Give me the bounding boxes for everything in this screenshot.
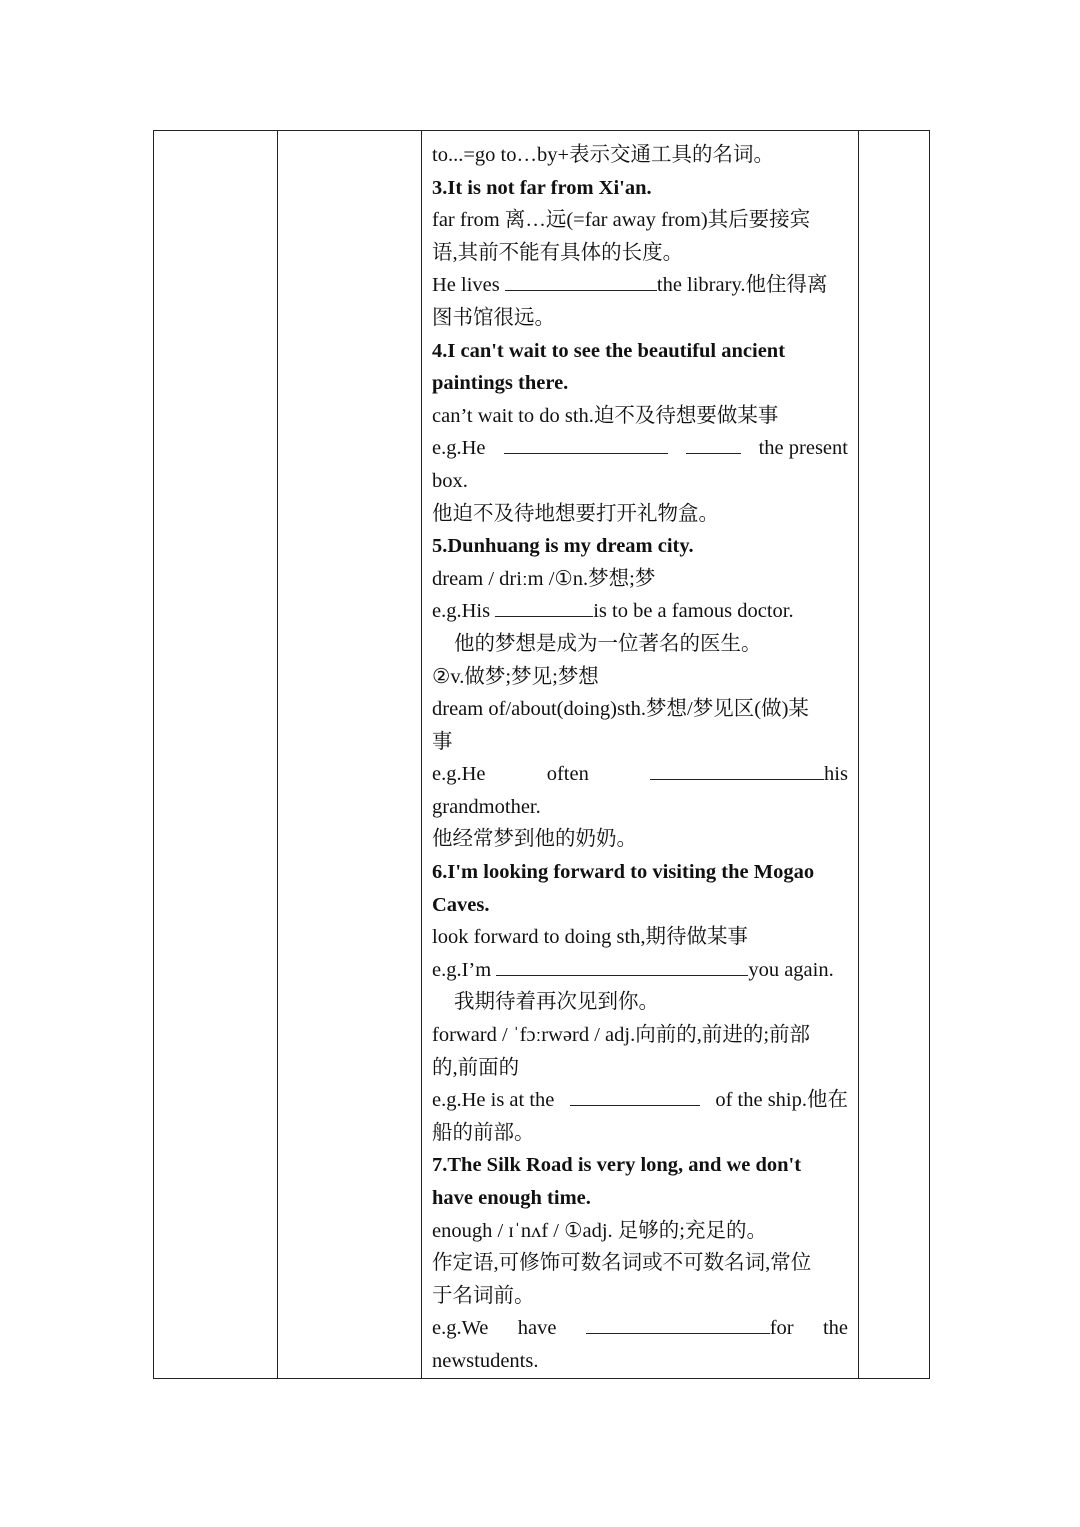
text-line: 船的前部。 (432, 1121, 535, 1144)
text-line: ②v.做梦;梦见;梦想 (432, 665, 599, 688)
answer-blank[interactable] (495, 595, 593, 617)
text-span: 4.I can't wait to see the beautiful ancient (432, 339, 786, 362)
answer-blank[interactable] (570, 1084, 700, 1106)
table-cell-content (422, 131, 859, 1379)
text-span: 7.The Silk Road is very long, and we don't (432, 1154, 802, 1177)
text-span: e.g.His (432, 600, 496, 623)
text-line: 他经常梦到他的奶奶。 (432, 828, 637, 851)
text-line (432, 1019, 848, 1052)
text-span: e.g.He (432, 763, 486, 786)
text-span: have (517, 1317, 557, 1340)
text-line (432, 204, 848, 237)
text-line: box. (432, 469, 468, 492)
exercise-line (432, 758, 848, 791)
text-span: for (769, 1317, 794, 1340)
text-line (432, 693, 848, 726)
text-line: newstudents. (432, 1349, 539, 1372)
text-span: his (824, 763, 848, 786)
text-span: e.g.I’m (432, 958, 497, 981)
text-span: He lives (432, 274, 505, 297)
text-line: grandmother. (432, 795, 541, 818)
text-line: can’t wait to do sth.迫不及待想要做某事 (432, 404, 779, 427)
text-span: forward / ˈfɔːrwərd / adj.向前的,前进的;前部 (432, 1024, 811, 1047)
text-span: the (822, 1317, 848, 1340)
exercise-line (432, 269, 848, 302)
exercise-line (432, 1084, 848, 1117)
table-cell-col2 (278, 131, 422, 1379)
answer-blank[interactable] (504, 432, 668, 454)
text-span: far from 离…远(=far away from)其后要接宾 (432, 209, 811, 232)
exercise-line (432, 432, 848, 465)
answer-blank[interactable] (586, 1312, 770, 1334)
sentence-heading-3: 3.It is not far from Xi'an. (432, 176, 652, 199)
text-span: you again. (748, 958, 834, 981)
answer-blank[interactable] (496, 954, 748, 976)
text-line: 语,其前不能有具体的长度。 (432, 241, 684, 264)
sentence-heading-4-cont: paintings there. (432, 372, 569, 395)
sentence-heading-6 (432, 856, 848, 889)
text-line: 他迫不及待地想要打开礼物盒。 (432, 502, 719, 525)
text-span: e.g.We (432, 1317, 489, 1340)
answer-blank[interactable] (686, 432, 741, 454)
text-span: often (546, 763, 589, 786)
table-row (154, 131, 930, 1379)
text-span: e.g.He (432, 437, 486, 460)
text-line: 的,前面的 (432, 1056, 520, 1079)
text-span: dream of/about(doing)sth.梦想/梦见区(做)某 (432, 698, 809, 721)
exercise-line (432, 1312, 848, 1345)
text-line: to...=go to…by+表示交通工具的名词。 (432, 144, 775, 166)
answer-blank[interactable] (650, 758, 824, 780)
text-line: 我期待着再次见到你。 (454, 991, 659, 1014)
sentence-heading-6-cont: Caves. (432, 893, 490, 916)
table-cell-col1 (154, 131, 278, 1379)
text-line: enough / ɪˈnʌf / ①adj. 足够的;充足的。 (432, 1219, 767, 1242)
sentence-heading-5: 5.Dunhuang is my dream city. (432, 535, 694, 558)
exercise-line (432, 595, 848, 628)
text-line: 于名词前。 (432, 1284, 535, 1307)
sentence-heading-7-cont: have enough time. (432, 1187, 591, 1209)
text-span: the library.他住得离 (656, 274, 828, 297)
lesson-table (153, 130, 930, 1379)
table-cell-col4 (859, 131, 930, 1379)
text-line: dream / driːm /①n.梦想;梦 (432, 567, 656, 590)
text-span: the present (758, 437, 848, 460)
text-line: 事 (432, 730, 453, 753)
text-line: look forward to doing sth,期待做某事 (432, 926, 749, 949)
text-line (432, 1247, 848, 1280)
sentence-heading-7 (432, 1149, 848, 1182)
sentence-heading-4 (432, 335, 848, 368)
text-span: of the ship.他在 (715, 1089, 848, 1112)
text-span: e.g.He is at the (432, 1089, 555, 1112)
answer-blank[interactable] (505, 269, 657, 291)
text-span: is to be a famous doctor. (593, 600, 794, 623)
text-span: 6.I'm looking forward to visiting the Mogao (432, 861, 815, 884)
lesson-notes (422, 131, 858, 1378)
text-span: 作定语,可修饰可数名词或不可数名词,常位 (432, 1252, 812, 1275)
text-line: 他的梦想是成为一位著名的医生。 (454, 632, 762, 655)
exercise-line (432, 954, 848, 987)
text-line: 图书馆很远。 (432, 306, 555, 329)
